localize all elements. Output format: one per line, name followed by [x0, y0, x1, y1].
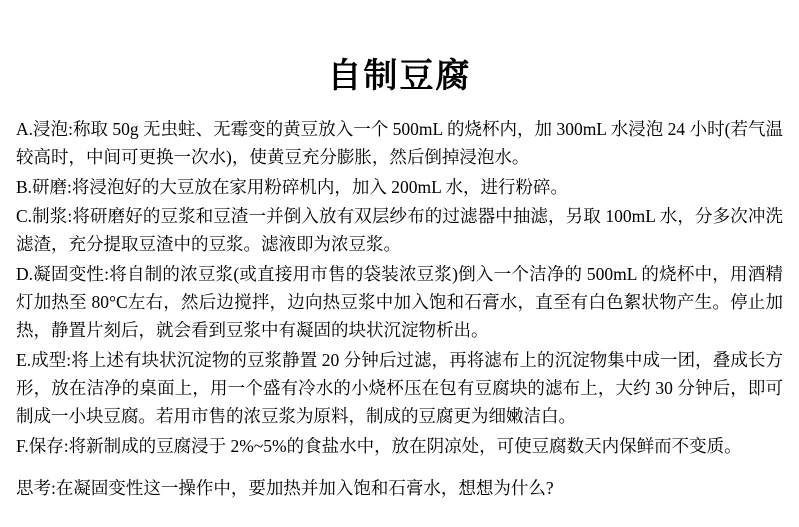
document-body — [16, 115, 783, 502]
paragraph-step-d: D.凝固变性:将自制的浓豆浆(或直接用市售的袋装浓豆浆)倒入一个洁净的 500mL 的烧杯中，用酒精灯加热至 80°C左右，然后边搅拌，边向热豆浆中加入饱和石膏水，直至有白色絮状物产生。停止加热，静置片刻后，就会看到豆浆中有凝固的块状沉淀物析出。 — [16, 263, 783, 341]
paragraph-step-a: A.浸泡:称取 50g 无虫蛀、无霉变的黄豆放入一个 500mL 的烧杯内，加 300mL 水浸泡 24 小时(若气温较高时，中间可更换一次水)，使黄豆充分膨胀，然后倒掉浸泡水。 — [16, 119, 783, 168]
page-title: 自制豆腐 — [327, 58, 472, 95]
thinking-question: 思考:在凝固变性这一操作中，要加热并加入饱和石膏水，想想为什么? — [16, 478, 554, 499]
paragraph-step-f: F.保存:将新制成的豆腐浸于 2%~5%的食盐水中，放在阴凉处，可使豆腐数天内保鲜而不变质。 — [16, 435, 742, 456]
paragraph-step-b: B.研磨:将浸泡好的大豆放在家用粉碎机内，加入 200mL 水，进行粉碎。 — [16, 176, 569, 197]
paragraph-step-c: C.制浆:将研磨好的豆浆和豆渣一并倒入放有双层纱布的过滤器中抽滤，另取 100mL 水，分多次冲洗滤渣，充分提取豆渣中的豆浆。滤液即为浓豆浆。 — [16, 206, 783, 255]
paragraph-step-e: E.成型:将上述有块状沉淀物的豆浆静置 20 分钟后过滤，再将滤布上的沉淀物集中成一团，叠成长方形，放在洁净的桌面上，用一个盛有冷水的小烧杯压在包有豆腐块的滤布上，大约 30 分钟后，即可制成一小块豆腐。若用市售的浓豆浆为原料，制成的豆腐更为细嫩洁白。 — [16, 349, 783, 427]
